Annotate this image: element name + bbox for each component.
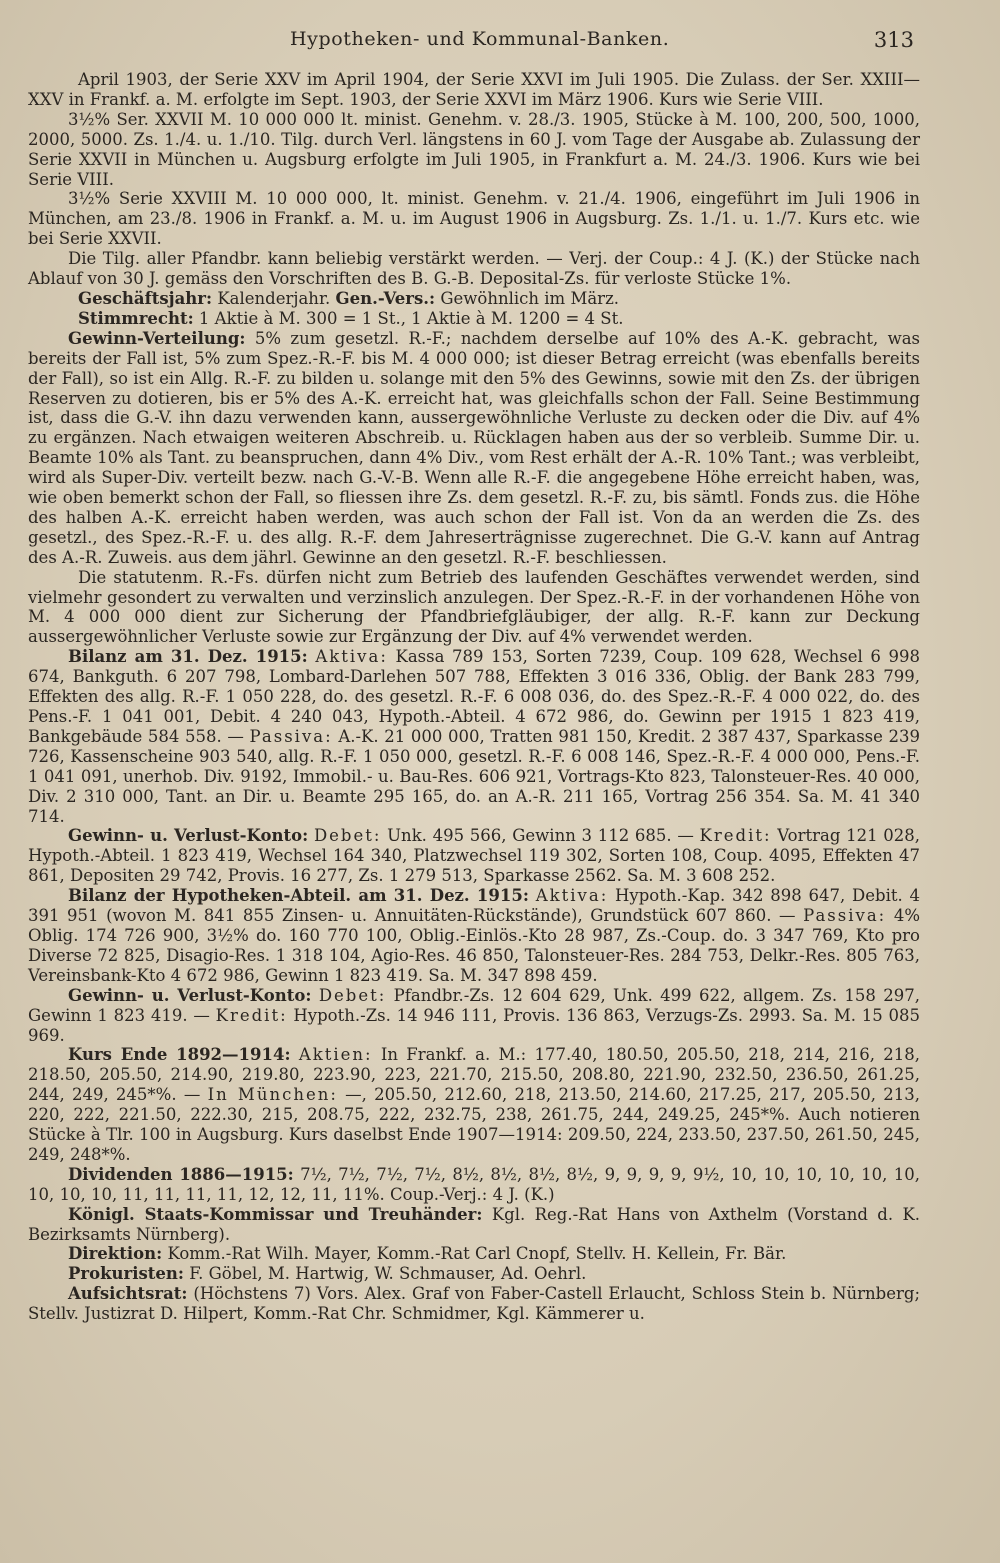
paragraph-reservefonds: Die statutenm. R.-Fs. dürfen nicht zum Betrieb des laufenden Geschäftes verwendet werden, sind vielmehr gesondert zu verwalten und verzinslich anzulegen. Der Spez.-R.-F. in der vorhandenen Höhe von M. 4 000 000 dient zur Sicherung der Pfandbriefgläubiger, der allg. R.-F. kann zur Deckung aussergewöhnlicher Verluste sowie zur Ergänzung der Div. auf 4% verwendet werden. — [28, 567, 920, 647]
paragraph-staats-kommissar: Königl. Staats-Kommissar und Treuhänder: Kgl. Reg.-Rat Hans von Axthelm (Vorstand d. K. Bezirksamts Nürnberg). — [28, 1204, 921, 1244]
paragraph-dividenden: Dividenden 1886—1915: 7½, 7½, 7½, 7½, 8½, 8½, 8½, 8½, 9, 9, 9, 9, 9½, 10, 10, 10, 10, 10, 10, 10, 10, 10, 11, 11, 11, 11, 12, 12, 11, 11%. Coup.-Verj.: 4 J. (K.) — [28, 1164, 920, 1204]
page-header — [0, 28, 1000, 56]
label-prokuristen: Prokuristen: — [68, 1264, 184, 1284]
label-gewinn-verteilung: Gewinn-Verteilung: — [68, 328, 246, 348]
label-kredit: Kredit: — [699, 826, 772, 846]
label-passiva: Passiva: — [249, 726, 333, 746]
label-bilanz-hypotheken: Bilanz der Hypotheken-Abteil. am 31. Dez. 1915: — [68, 886, 529, 906]
paragraph-kurs: Kurs Ende 1892—1914: Aktien: In Frankf. a. M.: 177.40, 180.50, 205.50, 218, 214, 216, 218, 218.50, 205.50, 214.90, 219.80, 223.90, 223, 221.70, 215.50, 208.80, 221.90, 232.50, 236.50, 261.25, 244, 249, 245*%. — In München: —, 205.50, 212.60, 218, 213.50, 214.60, 217.25, 217, 205.50, 213, 220, 222, 221.50, 222.30, 215, 208.75, 222, 232.75, 238, 261.75, 244, 249.25, 245*%. Auch notieren Stücke à Tlr. 100 in Augsburg. Kurs daselbst Ende 1907—1914: 209.50, 224, 233.50, 237.50, 261.50, 245, 249, 248*%. — [28, 1045, 920, 1164]
label-gen-vers: Gen.-Vers.: — [335, 288, 436, 308]
label-geschaeftsjahr: Geschäftsjahr: — [78, 288, 213, 308]
running-title: Hypotheken- und Kommunal-Banken. — [290, 28, 670, 50]
label-debet: Debet: — [313, 826, 382, 846]
paragraph-serie-xxvii: 3½% Ser. XXVII M. 10 000 000 lt. minist. Genehm. v. 28./3. 1905, Stücke à M. 100, 200, 500, 1000, 2000, 5000. Zs. 1./4. u. 1./10. Tilg. durch Verl. längstens in 60 J. vom Tage der Ausgabe ab. Zulassung der Serie XXVII in München u. Augsburg erfolgte im Juli 1905, in Frankfurt a. M. 24./3. 1906. Kurs wie bei Serie VIII. — [28, 109, 920, 189]
label-direktion: Direktion: — [68, 1244, 163, 1264]
label-aufsichtsrat: Aufsichtsrat: — [68, 1284, 188, 1304]
label-bilanz: Bilanz am 31. Dez. 1915: — [68, 647, 308, 667]
label-aktiva: Aktiva: — [315, 647, 388, 667]
paragraph-bilanz-1915: Bilanz am 31. Dez. 1915: Aktiva: Kassa 789 153, Sorten 7239, Coup. 109 628, Wechsel 6 998 674, Bankguth. 6 207 798, Lombard-Darlehen 507 788, Effekten 3 016 336, Oblig. der Bank 283 799, Effekten des allg. R.-F. 1 050 228, do. des gesetzl. R.-F. 6 008 036, do. des Spez.-R.-F. 4 000 022, do. des Pens.-F. 1 041 001, Debit. 4 240 043, Hypoth.-Abteil. 4 672 986, do. Gewinn per 1915 1 823 419, Bankgebäude 584 558. — Passiva: A.-K. 21 000 000, Tratten 981 150, Kredit. 2 387 437, Sparkasse 239 726, Kassenscheine 903 540, allg. R.-F. 1 050 000, gesetzl. R.-F. 6 008 146, Spez.-R.-F. 4 000 000, Pens.-F. 1 041 091, unerhob. Div. 9192, Immobil.- u. Bau-Res. 606 921, Vortrags-Kto 823, Talonsteuer-Res. 40 000, Div. 2 310 000, Tant. an Dir. u. Beamte 295 165, do. an A.-R. 211 165, Vortrag 256 354. Sa. M. 41 340 714. — [28, 647, 921, 826]
paragraph-prokuristen: Prokuristen: F. Göbel, M. Hartwig, W. Schmauser, Ad. Oehrl. — [68, 1264, 587, 1284]
paragraph-serie-xxvi: April 1903, der Serie XXV im April 1904, der Serie XXVI im Juli 1905. Die Zulass. der Ser. XXIII—XXV in Frankf. a. M. erfolgte im Sept. 1903, der Serie XXVI im März 1906. Kurs wie Serie VIII. — [28, 70, 920, 109]
page-number: 313 — [873, 28, 914, 52]
paragraph-gewinn-verteilung: Gewinn-Verteilung: 5% zum gesetzl. R.-F.; nachdem derselbe auf 10% des A.-K. gebracht, was bereits der Fall ist, 5% zum Spez.-R.-F. bis M. 4 000 000; ist dieser Betrag erreicht (was ebenfalls bereits der Fall), so ist ein Allg. R.-F. zu bilden u. solange mit den 5% des Gewinns, sowie mit den Zs. der übrigen Reserven zu dotieren, bis er 5% des A.-K. erreicht hat, was gleichfalls schon der Fall. Seine Bestimmung ist, dass die G.-V. ihn dazu verwenden kann, aussergewöhnliche Verluste zu decken oder die Div. auf 4% zu ergänzen. Nach etwaigen weiteren Abschreib. u. Rücklagen haben aus der so verbleib. Summe Dir. u. Beamte 10% als Tant. zu beanspruchen, dann 4% Div., vom Rest erhält der A.-R. 10% Tant.; was verbleibt, wird als Super-Div. verteilt bezw. nach G.-V.-B. Wenn alle R.-F. die angegebene Höhe erreicht haben, was, wie oben bemerkt schon der Fall, so fliessen ihre Zs. dem gesetzl. R.-F. zu, bis sämtl. Fonds zus. die Höhe des halben A.-K. erreicht haben werden, was auch schon der Fall ist. Von da an werden die Zs. des gesetzl., des Spez.-R.-F. u. des allg. R.-F. dem Jahreserträgnisse zugerechnet. Die G.-V. kann auf Antrag des A.-R. Zuweis. aus dem jährl. Gewinne an den gesetzl. R.-F. beschliessen. — [28, 328, 921, 567]
page-body — [28, 70, 920, 1324]
label-kurs: Kurs Ende 1892—1914: — [68, 1045, 291, 1065]
label-kredit: Kredit: — [215, 1005, 288, 1025]
label-staats-kommissar: Königl. Staats-Kommissar und Treuhänder: — [68, 1204, 483, 1224]
paragraph-bilanz-hypotheken: Bilanz der Hypotheken-Abteil. am 31. Dez. 1915: Aktiva: Hypoth.-Kap. 342 898 647, Debit. 4 391 951 (wovon M. 841 855 Zinsen- u. Annuitäten-Rückstände), Grundstück 607 860. — Passiva: 4% Oblig. 174 726 900, 3½% do. 160 770 100, Oblig.-Einlös.-Kto 28 987, Zs.-Coup. do. 3 347 769, Kto pro Diverse 72 825, Disagio-Res. 1 318 104, Agio-Res. 46 850, Talonsteuer-Res. 284 753, Delkr.-Res. 805 763, Vereinsbank-Kto 4 672 986, Gewinn 1 823 419. Sa. M. 347 898 459. — [28, 886, 921, 985]
paragraph-aufsichtsrat: Aufsichtsrat: (Höchstens 7) Vors. Alex. Graf von Faber-Castell Erlaucht, Schloss Stein b. Nürnberg; Stellv. Justizrat D. Hilpert, Komm.-Rat Chr. Schmidmer, Kgl. Kämmerer u. — [28, 1284, 920, 1324]
paragraph-geschaeftsjahr: Geschäftsjahr: Kalenderjahr. Gen.-Vers.: Gewöhnlich im März. — [78, 288, 620, 308]
paragraph-gewinn-verlust-hypotheken: Gewinn- u. Verlust-Konto: Debet: Pfandbr.-Zs. 12 604 629, Unk. 499 622, allgem. Zs. 158 297, Gewinn 1 823 419. — Kredit: Hypoth.-Zs. 14 946 111, Provis. 136 863, Verzugs-Zs. 2993. Sa. M. 15 085 969. — [28, 985, 921, 1045]
label-aktien: Aktien: — [298, 1045, 373, 1065]
label-in-muenchen: In München: — [207, 1085, 338, 1105]
label-debet: Debet: — [318, 985, 387, 1005]
paragraph-direktion: Direktion: Komm.-Rat Wilh. Mayer, Komm.-Rat Carl Cnopf, Stellv. H. Kellein, Fr. Bär. — [68, 1244, 787, 1264]
paragraph-stimmrecht: Stimmrecht: 1 Aktie à M. 300 = 1 St., 1 Aktie à M. 1200 = 4 St. — [78, 308, 624, 328]
label-dividenden: Dividenden 1886—1915: — [68, 1164, 294, 1184]
label-gewinn-verlust: Gewinn- u. Verlust-Konto: — [68, 985, 312, 1005]
label-stimmrecht: Stimmrecht: — [78, 308, 194, 328]
label-passiva: Passiva: — [803, 906, 887, 926]
paragraph-tilgung: Die Tilg. aller Pfandbr. kann beliebig verstärkt werden. — Verj. der Coup.: 4 J. (K.) der Stücke nach Ablauf von 30 J. gemäss den Vorschriften des B. G.-B. Deposital-Zs. für verloste Stücke 1%. — [28, 249, 920, 289]
paragraph-gewinn-verlust-bank: Gewinn- u. Verlust-Konto: Debet: Unk. 495 566, Gewinn 3 112 685. — Kredit: Vortrag 121 028, Hypoth.-Abteil. 1 823 419, Wechsel 164 340, Platzwechsel 119 302, Sorten 108, Coup. 4095, Effekten 47 861, Depositen 29 742, Provis. 16 277, Zs. 1 279 513, Sparkasse 2562. Sa. M. 3 608 252. — [28, 826, 921, 886]
paragraph-serie-xxviii: 3½% Serie XXVIII M. 10 000 000, lt. minist. Genehm. v. 21./4. 1906, eingeführt im Juli 1906 in München, am 23./8. 1906 in Frankf. a. M. u. im August 1906 in Augsburg. Zs. 1./1. u. 1./7. Kurs etc. wie bei Serie XXVII. — [28, 189, 920, 249]
label-gewinn-verlust: Gewinn- u. Verlust-Konto: — [68, 826, 309, 846]
label-aktiva: Aktiva: — [535, 886, 609, 906]
